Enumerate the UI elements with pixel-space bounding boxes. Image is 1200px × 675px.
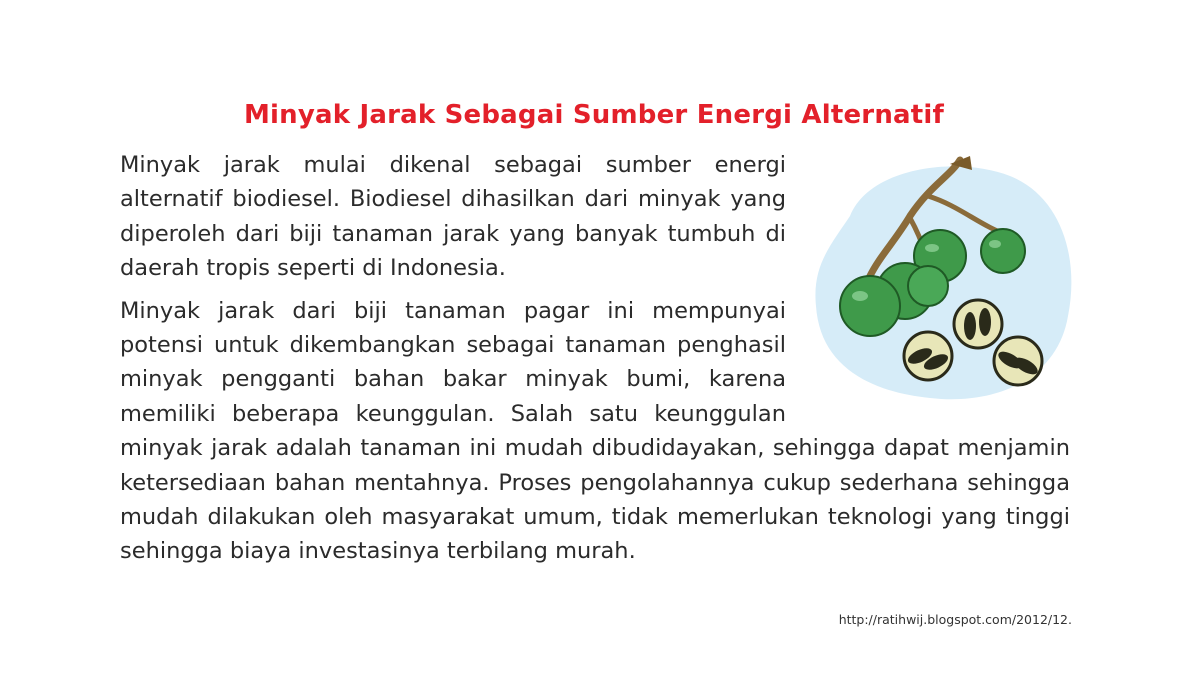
paragraph-1: Minyak jarak mulai dikenal sebagai sumber energi alternatif biodiesel. Biodiesel dihasilkan dari minyak yang diperoleh dari biji tanaman jarak yang banyak tumbuh di daerah tropis seperti di Indonesia. (120, 152, 786, 282)
jatropha-fruit-illustration (810, 156, 1080, 406)
cut-fruit (904, 332, 952, 380)
green-fruit (840, 276, 900, 336)
cut-fruit (954, 300, 1002, 348)
green-fruit (981, 229, 1025, 273)
source-link[interactable]: http://ratihwij.blogspot.com/2012/12. (838, 612, 1072, 627)
page-title: Minyak Jarak Sebagai Sumber Energi Alternatif (243, 100, 945, 130)
article-body (120, 148, 1070, 577)
cut-fruit (994, 337, 1042, 385)
paragraph-2: Minyak jarak dari biji tanaman pagar ini mempunyai potensi untuk dikembangkan sebagai tanaman penghasil minyak pengganti bahan bakar minyak bumi, karena memiliki beberapa keunggulan. Salah satu keunggulan minyak jarak adalah tanaman ini mudah dibudidayakan, sehingga dapat menjamin ketersediaan bahan mentahnya. Proses pengolahannya cukup sederhana sehingga mudah dilakukan oleh masyarakat umum, tidak memerlukan teknologi yang tinggi sehingga biaya investasinya terbilang murah. (120, 297, 1070, 565)
green-fruit (908, 266, 948, 306)
